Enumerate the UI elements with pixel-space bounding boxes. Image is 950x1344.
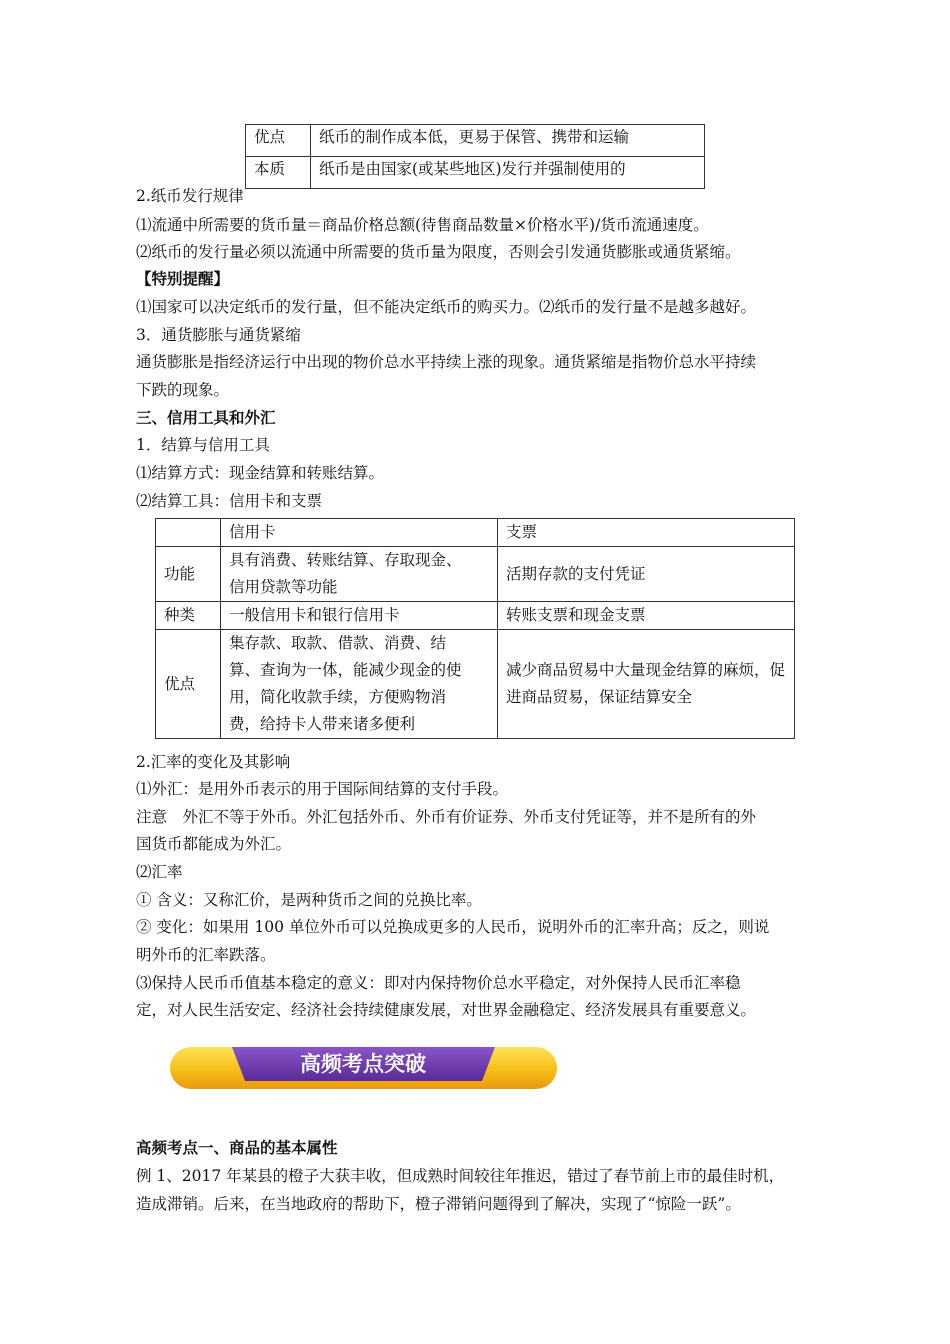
paragraph: ⑶保持人民币币值基本稳定的意义：即对内保持物价总水平稳定，对外保持人民币汇率稳 bbox=[136, 974, 741, 992]
card-cell bbox=[221, 547, 498, 602]
header-cell: 信用卡 bbox=[221, 519, 498, 547]
row-label: 优点 bbox=[246, 125, 311, 157]
paper-money-table bbox=[245, 124, 705, 189]
table-row bbox=[156, 630, 795, 739]
section-heading: 3．通货膨胀与通货紧缩 bbox=[136, 326, 301, 344]
paragraph: ⑵纸币的发行量必须以流通中所需要的货币量为限度，否则会引发通货膨胀或通货紧缩。 bbox=[136, 243, 741, 261]
reminder-heading: 【特别提醒】 bbox=[136, 269, 230, 288]
paragraph: 明外币的汇率跌落。 bbox=[136, 946, 276, 964]
table-row bbox=[246, 157, 705, 189]
row-text: 纸币是由国家(或某些地区)发行并强制使用的 bbox=[311, 157, 705, 189]
paragraph: ⑵汇率 bbox=[136, 863, 183, 881]
table-header-row bbox=[156, 519, 795, 547]
paragraph: 造成滞销。后来，在当地政府的帮助下，橙子滞销问题得到了解决，实现了“惊险一跃”。 bbox=[136, 1195, 741, 1213]
cheque-cell: 活期存款的支付凭证 bbox=[498, 547, 795, 602]
paragraph: 例 1、2017 年某县的橙子大获丰收，但成熟时间较往年推迟，错过了春节前上市的最佳时机， bbox=[136, 1167, 785, 1185]
row-label: 优点 bbox=[156, 630, 221, 739]
paragraph: ⑴外汇：是用外币表示的用于国际间结算的支付手段。 bbox=[136, 780, 509, 798]
paragraph: 注意 外汇不等于外币。外汇包括外币、外币有价证券、外币支付凭证等，并不是所有的外 bbox=[136, 808, 757, 826]
paragraph: 定，对人民生活安定、经济社会持续健康发展，对世界金融稳定、经济发展具有重要意义。 bbox=[136, 1001, 757, 1019]
row-label: 本质 bbox=[246, 157, 311, 189]
paragraph: ⑴流通中所需要的货币量＝商品价格总额(待售商品数量×价格水平)/货币流通速度。 bbox=[136, 216, 709, 234]
exam-point-heading: 高频考点一、商品的基本属性 bbox=[136, 1138, 338, 1157]
banner bbox=[170, 1045, 557, 1091]
row-label: 功能 bbox=[156, 547, 221, 602]
header-cell bbox=[156, 519, 221, 547]
section-heading: 2.汇率的变化及其影响 bbox=[136, 753, 291, 771]
paragraph: 国货币都能成为外汇。 bbox=[136, 835, 292, 853]
section-heading: 2.纸币发行规律 bbox=[136, 187, 244, 205]
paragraph: ⑴结算方式：现金结算和转账结算。 bbox=[136, 464, 385, 482]
banner-shape bbox=[170, 1045, 557, 1091]
card-cell bbox=[221, 630, 498, 739]
paragraph: 通货膨胀是指经济运行中出现的物价总水平持续上涨的现象。通货紧缩是指物价总水平持续 bbox=[136, 353, 757, 371]
card-line: 集存款、取款、借款、消费、结 bbox=[229, 634, 447, 652]
banner-text: 高频考点突破 bbox=[300, 1052, 426, 1076]
card-line: 算、查询为一体，能减少现金的使 bbox=[229, 661, 462, 679]
chapter-heading: 三、信用工具和外汇 bbox=[136, 408, 276, 427]
row-label: 种类 bbox=[156, 602, 221, 630]
header-cell: 支票 bbox=[498, 519, 795, 547]
cheque-cell: 转账支票和现金支票 bbox=[498, 602, 795, 630]
card-line: 用，简化收款手续，方便购物消 bbox=[229, 688, 447, 706]
section-heading: 1．结算与信用工具 bbox=[136, 436, 270, 454]
table-row bbox=[156, 547, 795, 602]
table-row bbox=[156, 602, 795, 630]
cheque-cell: 减少商品贸易中大量现金结算的麻烦，促进商品贸易，保证结算安全 bbox=[498, 630, 795, 739]
card-line: 信用贷款等功能 bbox=[229, 578, 338, 596]
paragraph: ⑴国家可以决定纸币的发行量，但不能决定纸币的购买力。⑵纸币的发行量不是越多越好。 bbox=[136, 298, 757, 316]
row-text: 纸币的制作成本低，更易于保管、携带和运输 bbox=[311, 125, 705, 157]
paragraph: ① 含义：又称汇价，是两种货币之间的兑换比率。 bbox=[136, 891, 482, 909]
table-row bbox=[246, 125, 705, 157]
paragraph: 下跌的现象。 bbox=[136, 381, 230, 399]
paragraph: ② 变化：如果用 100 单位外币可以兑换成更多的人民币，说明外币的汇率升高；反之，则说 bbox=[136, 918, 770, 936]
settlement-tools-table bbox=[155, 518, 795, 739]
card-line: 费，给持卡人带来诸多便利 bbox=[229, 715, 416, 733]
card-cell bbox=[221, 602, 498, 630]
card-line: 一般信用卡和银行信用卡 bbox=[229, 606, 400, 624]
paragraph: ⑵结算工具：信用卡和支票 bbox=[136, 492, 323, 510]
card-line: 具有消费、转账结算、存取现金、 bbox=[229, 551, 462, 569]
